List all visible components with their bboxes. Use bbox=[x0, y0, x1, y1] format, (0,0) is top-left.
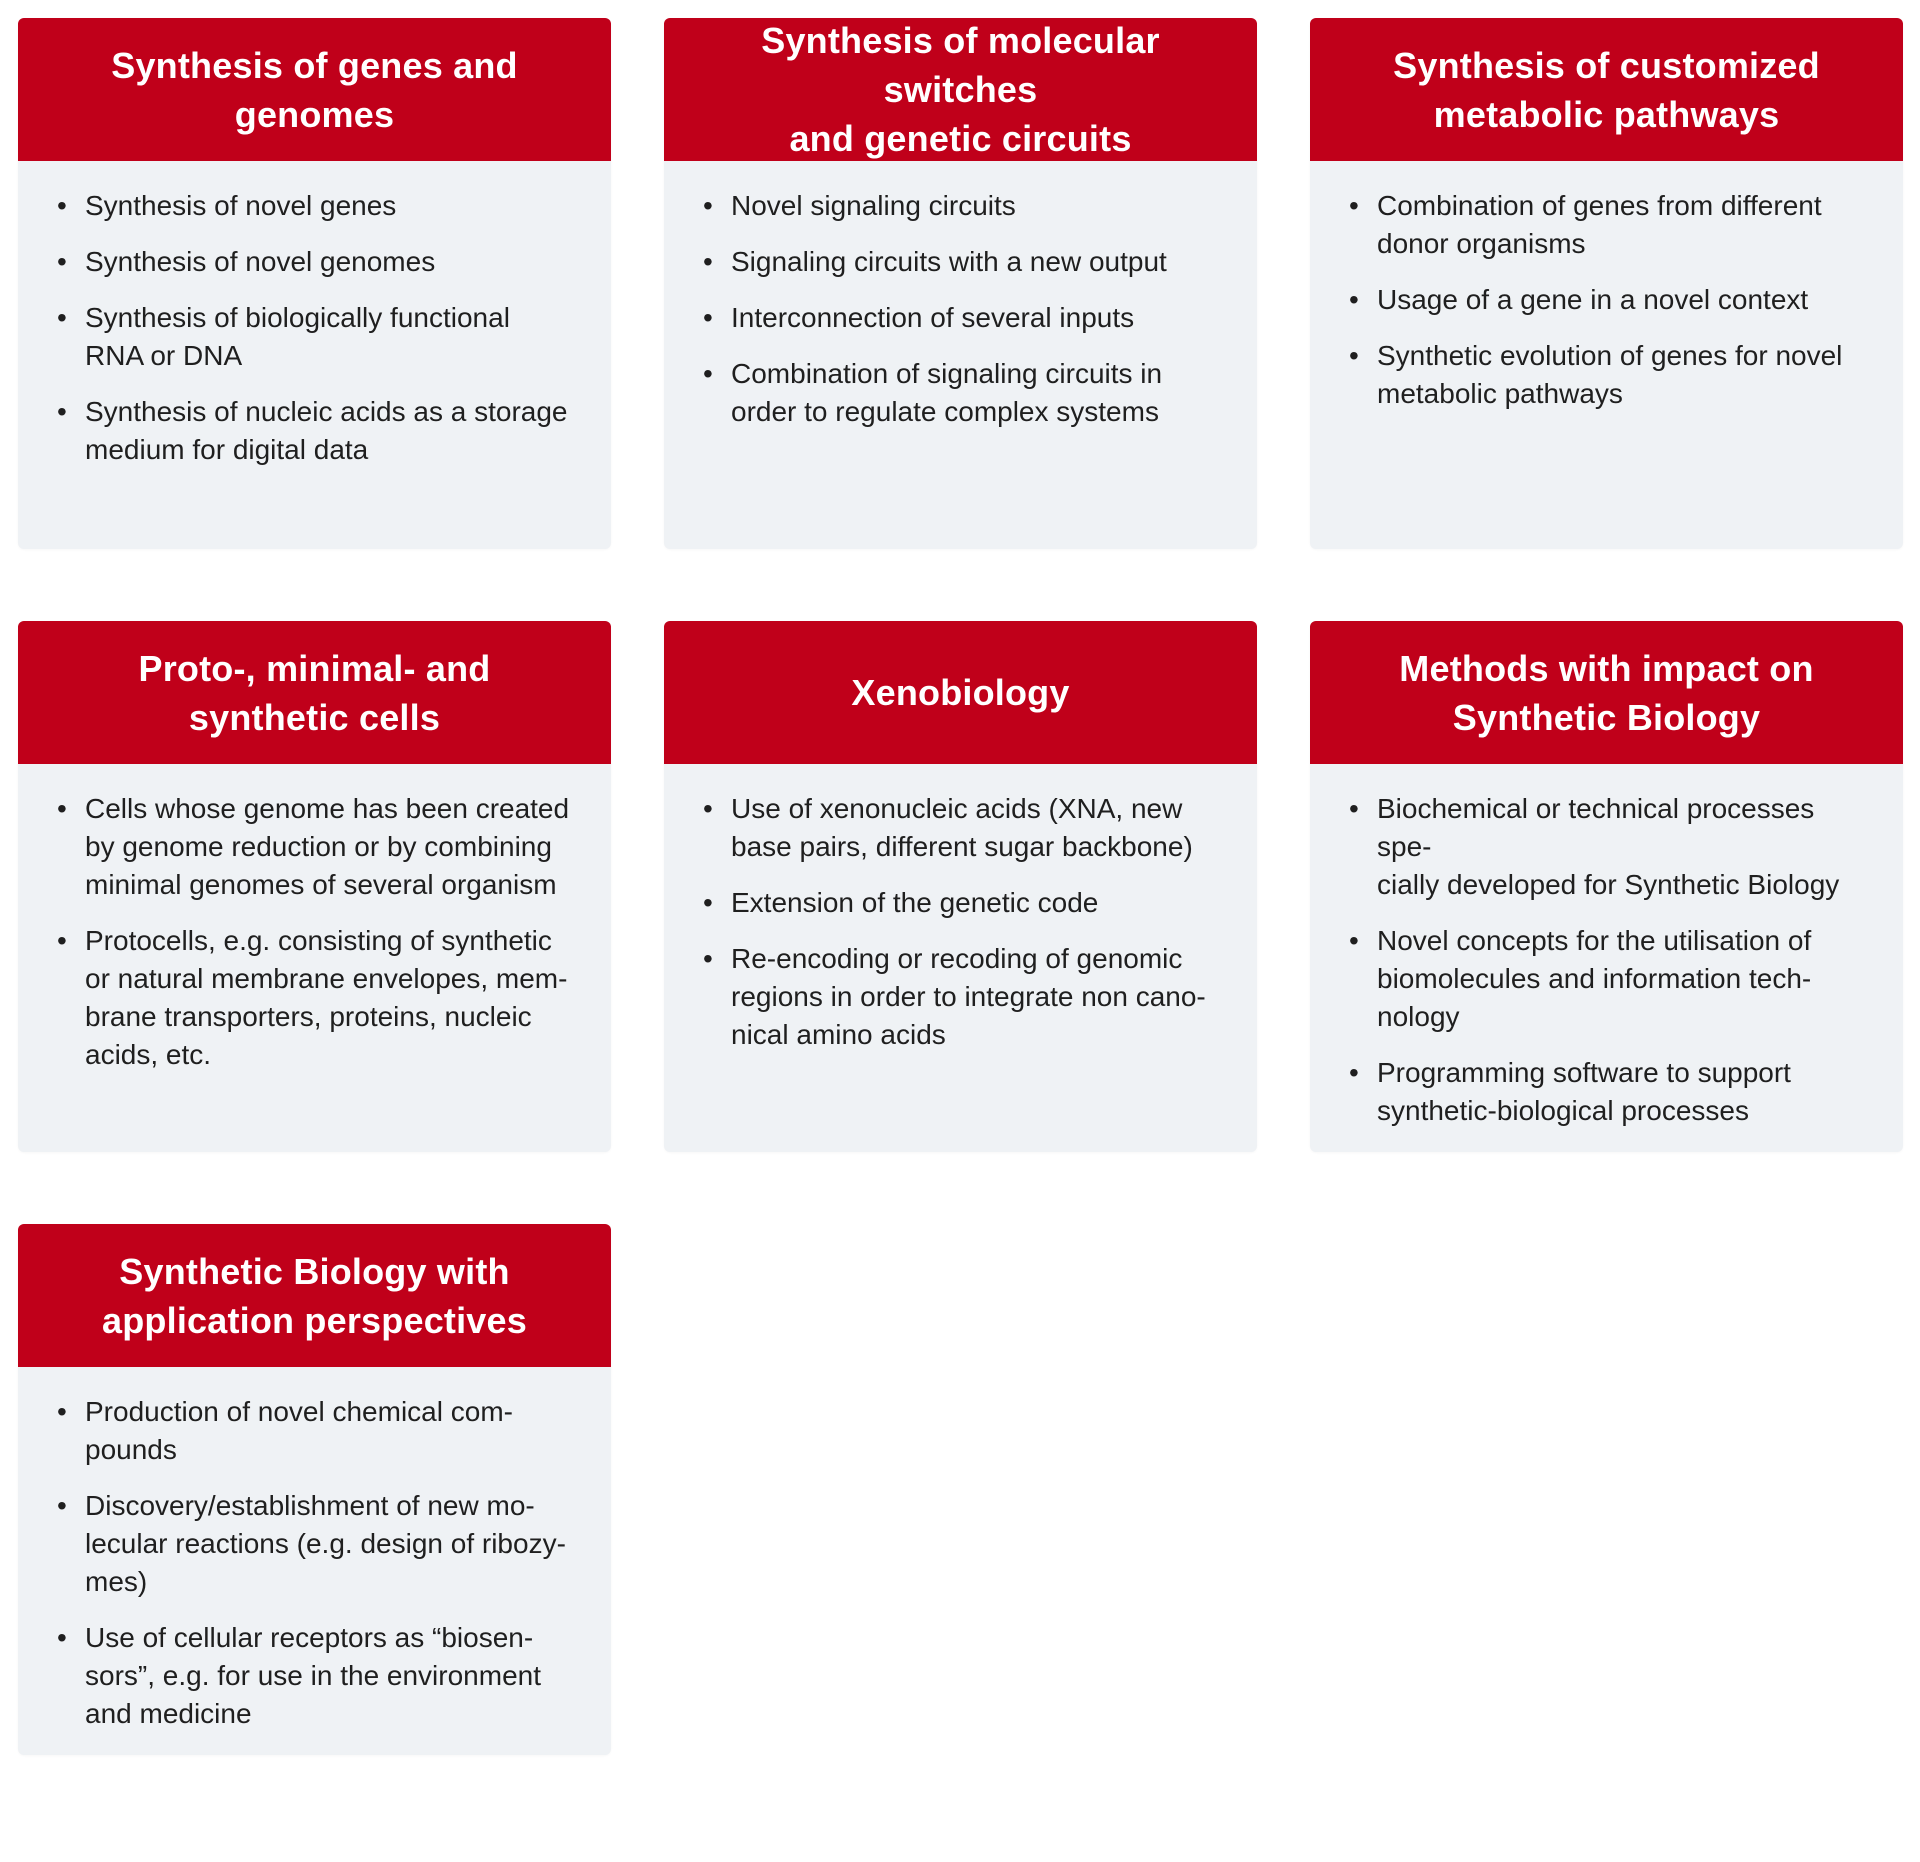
list-item bbox=[1310, 281, 1873, 319]
list-item bbox=[664, 355, 1227, 431]
bullet-icon: • bbox=[57, 793, 67, 824]
card-body bbox=[18, 764, 611, 1074]
list-item bbox=[664, 243, 1227, 281]
list-item-text: Production of novel chemical com- pounds bbox=[85, 1396, 513, 1465]
card-proto-minimal-synthetic-cells bbox=[18, 621, 611, 1152]
card-customized-metabolic-pathways bbox=[1310, 18, 1903, 549]
card-title: Synthesis of genes and genomes bbox=[111, 44, 518, 135]
list-item bbox=[18, 187, 581, 225]
list-item-text: Cells whose genome has been created by genome reduction or by combining minimal genomes of several organism bbox=[85, 793, 570, 900]
bullet-icon: • bbox=[57, 302, 67, 333]
bullet-icon: • bbox=[57, 190, 67, 221]
bullet-list bbox=[18, 1393, 581, 1733]
bullet-icon: • bbox=[57, 396, 67, 427]
bullet-list bbox=[18, 790, 581, 1074]
list-item bbox=[664, 884, 1227, 922]
list-item-text: Synthetic evolution of genes for novel metabolic pathways bbox=[1377, 340, 1843, 409]
list-item bbox=[18, 1487, 581, 1601]
card-body bbox=[664, 764, 1257, 1054]
bullet-icon: • bbox=[703, 887, 713, 918]
card-xenobiology bbox=[664, 621, 1257, 1152]
bullet-icon: • bbox=[703, 793, 713, 824]
card-methods-impact-synthetic-biology bbox=[1310, 621, 1903, 1152]
list-item-text: Use of cellular receptors as “biosen- sors”, e.g. for use in the environment and medicine bbox=[85, 1622, 541, 1729]
card-header bbox=[664, 621, 1257, 764]
card-title: Xenobiology bbox=[851, 672, 1070, 713]
card-header bbox=[18, 621, 611, 764]
list-item bbox=[18, 243, 581, 281]
list-item-text: Biochemical or technical processes spe- cially developed for Synthetic Biology bbox=[1377, 793, 1840, 900]
list-item-text: Interconnection of several inputs bbox=[731, 302, 1135, 333]
list-item bbox=[1310, 187, 1873, 263]
card-body bbox=[18, 1367, 611, 1733]
card-header bbox=[18, 1224, 611, 1367]
list-item bbox=[1310, 922, 1873, 1036]
list-item-text: Combination of signaling circuits in order to regulate complex systems bbox=[731, 358, 1163, 427]
bullet-icon: • bbox=[1349, 190, 1359, 221]
bullet-icon: • bbox=[1349, 793, 1359, 824]
list-item bbox=[18, 790, 581, 904]
bullet-icon: • bbox=[1349, 340, 1359, 371]
bullet-icon: • bbox=[57, 1490, 67, 1521]
list-item bbox=[18, 1619, 581, 1733]
card-body bbox=[664, 161, 1257, 431]
bullet-icon: • bbox=[1349, 925, 1359, 956]
list-item-text: Synthesis of novel genomes bbox=[85, 246, 436, 277]
card-synthesis-genes-genomes bbox=[18, 18, 611, 549]
card-header bbox=[1310, 18, 1903, 161]
card-molecular-switches-circuits bbox=[664, 18, 1257, 549]
list-item-text: Extension of the genetic code bbox=[731, 887, 1099, 918]
bullet-list bbox=[18, 187, 581, 469]
bullet-icon: • bbox=[703, 943, 713, 974]
bullet-list bbox=[664, 790, 1227, 1054]
list-item bbox=[18, 1393, 581, 1469]
card-body bbox=[1310, 764, 1903, 1130]
bullet-icon: • bbox=[1349, 284, 1359, 315]
card-header bbox=[664, 18, 1257, 161]
card-body bbox=[1310, 161, 1903, 413]
list-item-text: Use of xenonucleic acids (XNA, new base pairs, different sugar backbone) bbox=[731, 793, 1193, 862]
list-item bbox=[1310, 337, 1873, 413]
bullet-icon: • bbox=[703, 190, 713, 221]
list-item-text: Combination of genes from different donor organisms bbox=[1377, 190, 1822, 259]
list-item bbox=[664, 940, 1227, 1054]
list-item bbox=[664, 187, 1227, 225]
bullet-icon: • bbox=[57, 1622, 67, 1653]
list-item bbox=[1310, 1054, 1873, 1130]
card-title: Proto-, minimal- and synthetic cells bbox=[138, 647, 491, 738]
list-item-text: Signaling circuits with a new output bbox=[731, 246, 1167, 277]
bullet-icon: • bbox=[57, 1396, 67, 1427]
card-header bbox=[18, 18, 611, 161]
list-item-text: Re-encoding or recoding of genomic regions in order to integrate non cano- nical amino acids bbox=[731, 943, 1206, 1050]
card-title: Synthesis of molecular switches and genetic circuits bbox=[761, 20, 1160, 159]
bullet-list bbox=[1310, 790, 1873, 1130]
card-title: Methods with impact on Synthetic Biology bbox=[1399, 647, 1814, 738]
bullet-list bbox=[1310, 187, 1873, 413]
bullet-icon: • bbox=[703, 246, 713, 277]
bullet-list bbox=[664, 187, 1227, 431]
list-item bbox=[1310, 790, 1873, 904]
list-item bbox=[664, 299, 1227, 337]
list-item bbox=[18, 393, 581, 469]
list-item-text: Novel signaling circuits bbox=[731, 190, 1016, 221]
card-body bbox=[18, 161, 611, 469]
bullet-icon: • bbox=[1349, 1057, 1359, 1088]
list-item-text: Usage of a gene in a novel context bbox=[1377, 284, 1809, 315]
card-header bbox=[1310, 621, 1903, 764]
list-item-text: Programming software to support synthetic-biological processes bbox=[1377, 1057, 1791, 1126]
list-item-text: Discovery/establishment of new mo- lecular reactions (e.g. design of ribozy- mes) bbox=[85, 1490, 566, 1597]
list-item-text: Protocells, e.g. consisting of synthetic or natural membrane envelopes, mem- brane transporters, proteins, nucleic acids, etc. bbox=[85, 925, 568, 1070]
card-title: Synthetic Biology with application perspectives bbox=[102, 1250, 527, 1341]
list-item-text: Novel concepts for the utilisation of biomolecules and information tech- nology bbox=[1377, 925, 1812, 1032]
list-item bbox=[18, 299, 581, 375]
card-title: Synthesis of customized metabolic pathways bbox=[1393, 44, 1820, 135]
list-item bbox=[18, 922, 581, 1074]
bullet-icon: • bbox=[703, 358, 713, 389]
list-item-text: Synthesis of biologically functional RNA or DNA bbox=[85, 302, 510, 371]
bullet-icon: • bbox=[57, 246, 67, 277]
list-item-text: Synthesis of nucleic acids as a storage medium for digital data bbox=[85, 396, 568, 465]
card-synthetic-biology-applications bbox=[18, 1224, 611, 1755]
bullet-icon: • bbox=[57, 925, 67, 956]
bullet-icon: • bbox=[703, 302, 713, 333]
list-item bbox=[664, 790, 1227, 866]
list-item-text: Synthesis of novel genes bbox=[85, 190, 397, 221]
